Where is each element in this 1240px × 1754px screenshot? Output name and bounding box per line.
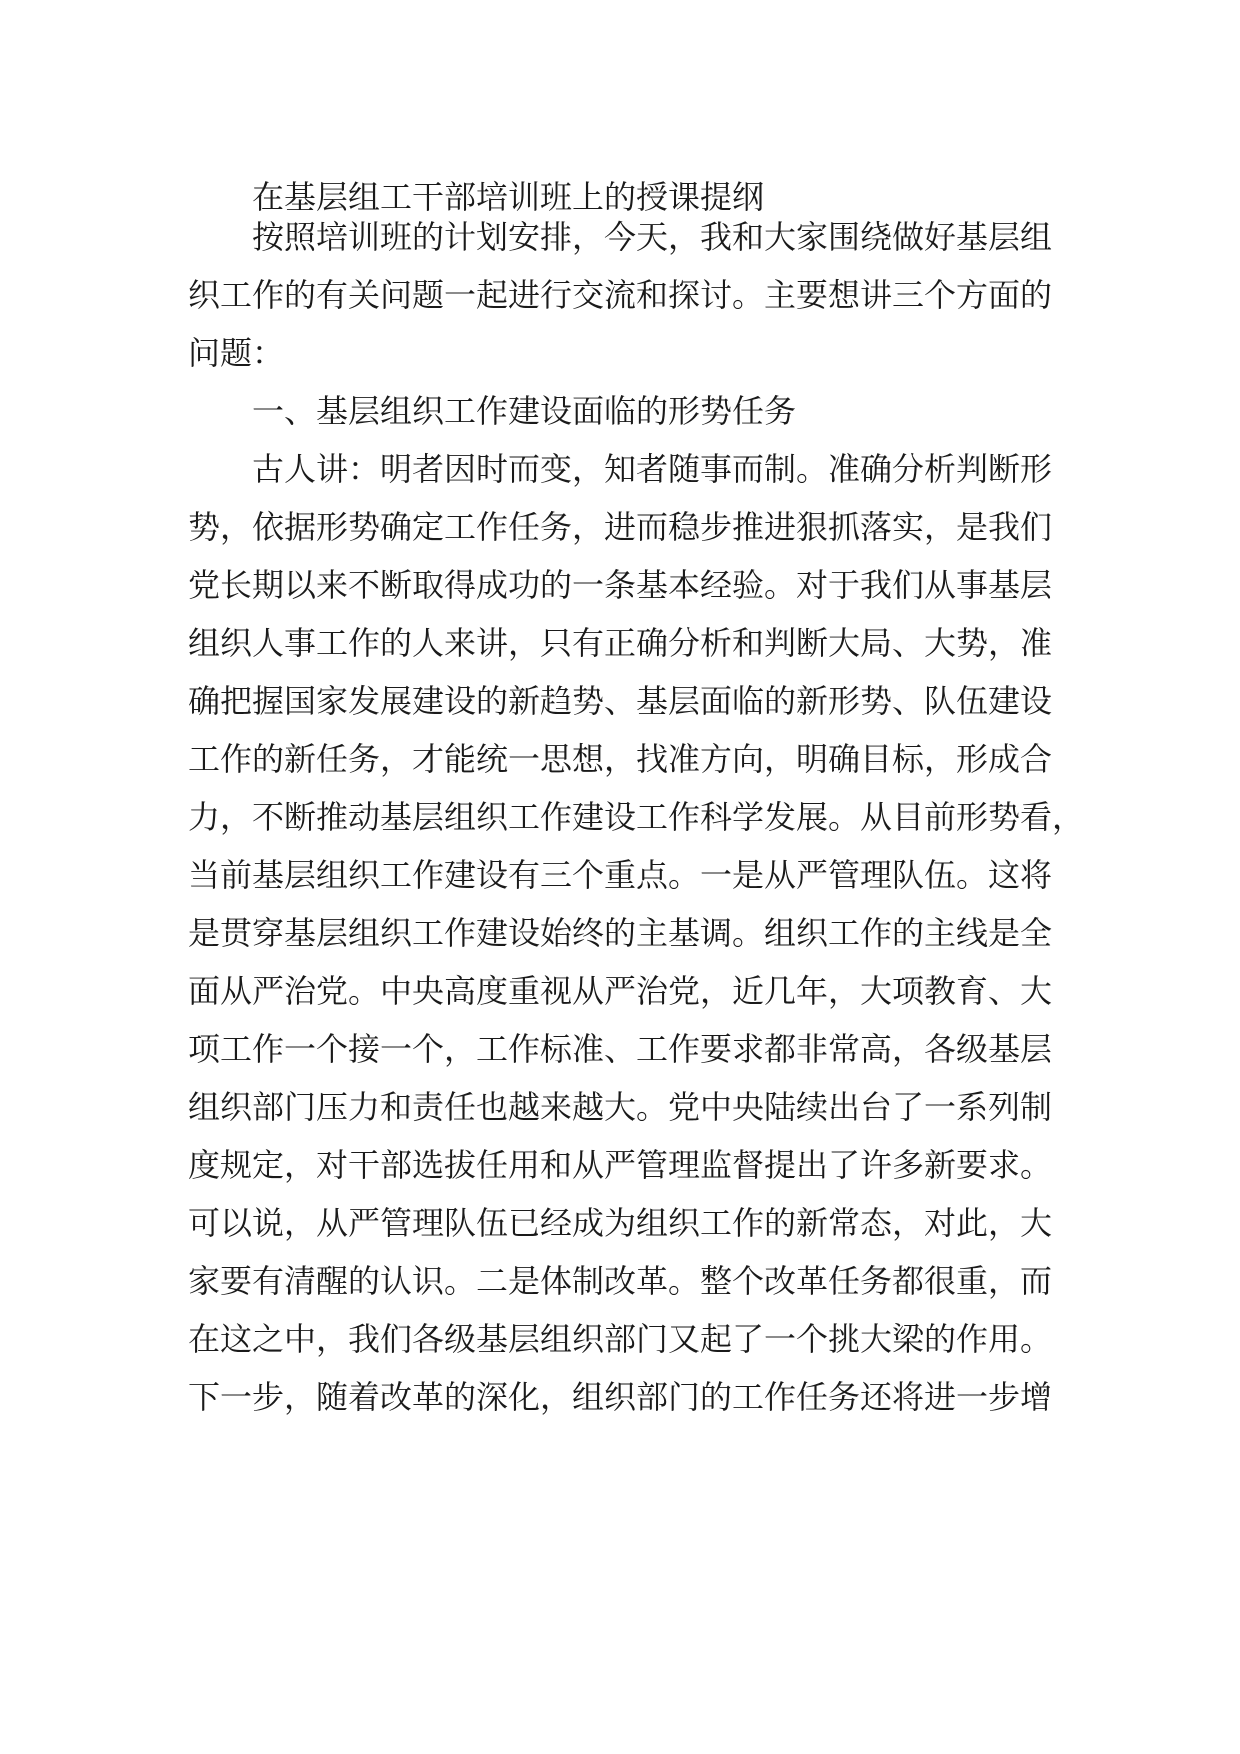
paragraph-2-line-1: 古人讲：明者因时而变，知者随事而制。准确分析判断形 [252, 450, 1053, 488]
paragraph-2-line-15: 家要有清醒的认识。二是体制改革。整个改革任务都很重，而 [188, 1262, 1053, 1300]
section-heading-1: 一、基层组织工作建设面临的形势任务 [252, 392, 797, 430]
paragraph-2-line-16: 在这之中，我们各级基层组织部门又起了一个挑大梁的作用。 [188, 1320, 1053, 1358]
paragraph-2-line-14: 可以说，从严管理队伍已经成为组织工作的新常态，对此，大 [188, 1204, 1053, 1242]
paragraph-2-line-3: 党长期以来不断取得成功的一条基本经验。对于我们从事基层 [188, 566, 1053, 604]
paragraph-2-line-2: 势，依据形势确定工作任务，进而稳步推进狠抓落实，是我们 [188, 508, 1053, 546]
document-title: 在基层组工干部培训班上的授课提纲 [252, 178, 765, 216]
paragraph-2-line-11: 项工作一个接一个，工作标准、工作要求都非常高，各级基层 [188, 1030, 1053, 1068]
paragraph-2-line-7: 力，不断推动基层组织工作建设工作科学发展。从目前形势看， [188, 798, 1085, 836]
paragraph-2-line-6: 工作的新任务，才能统一思想，找准方向，明确目标，形成合 [188, 740, 1053, 778]
paragraph-2-line-4: 组织人事工作的人来讲，只有正确分析和判断大局、大势，准 [188, 624, 1053, 662]
paragraph-1-line-1: 按照培训班的计划安排，今天，我和大家围绕做好基层组 [252, 218, 1053, 256]
paragraph-2-line-13: 度规定，对干部选拔任用和从严管理监督提出了许多新要求。 [188, 1146, 1053, 1184]
paragraph-2-line-12: 组织部门压力和责任也越来越大。党中央陆续出台了一系列制 [188, 1088, 1053, 1126]
paragraph-2-line-9: 是贯穿基层组织工作建设始终的主基调。组织工作的主线是全 [188, 914, 1053, 952]
paragraph-1-line-3: 问题： [188, 334, 285, 372]
paragraph-2-line-5: 确把握国家发展建设的新趋势、基层面临的新形势、队伍建设 [188, 682, 1053, 720]
paragraph-2-line-17: 下一步，随着改革的深化，组织部门的工作任务还将进一步增 [188, 1378, 1053, 1416]
paragraph-2-line-10: 面从严治党。中央高度重视从严治党，近几年，大项教育、大 [188, 972, 1053, 1010]
paragraph-1-line-2: 织工作的有关问题一起进行交流和探讨。主要想讲三个方面的 [188, 276, 1053, 314]
paragraph-2-line-8: 当前基层组织工作建设有三个重点。一是从严管理队伍。这将 [188, 856, 1053, 894]
